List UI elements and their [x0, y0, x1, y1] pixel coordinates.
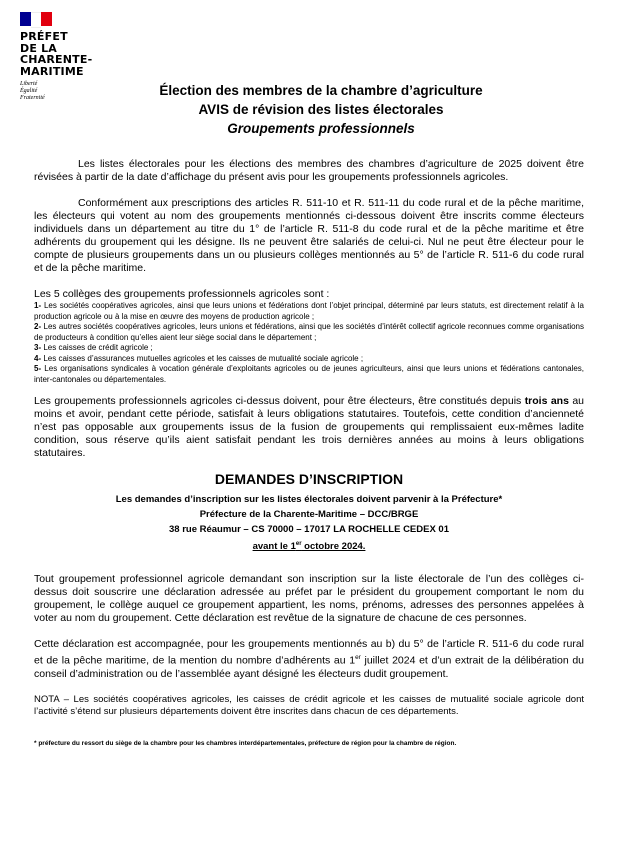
- demandes-block: [34, 492, 584, 554]
- prefet-title: PRÉFET DE LA CHARENTE- MARITIME: [20, 30, 93, 78]
- deadline: avant le 1er octobre 2024.: [252, 541, 366, 553]
- colleges-intro: Les 5 collèges des groupements professionnels agricoles sont :: [34, 288, 330, 300]
- college-item: 3- Les caisses de crédit agricole ;: [34, 343, 153, 352]
- college-item: 1- Les sociétés coopératives agricoles, ainsi que leurs unions et fédérations dont l’objet principal, déterminé par leurs statuts, est directement relatif à la production agricole ou à la mise en œuvre des moyens de production agricole ;: [34, 301, 584, 321]
- republic-motto: Liberté Égalité Fraternité: [20, 81, 45, 101]
- demandes-heading: DEMANDES D’INSCRIPTION: [214, 471, 404, 487]
- french-flag-icon: [20, 12, 52, 26]
- nota: NOTA – Les sociétés coopératives agricoles, les caisses de crédit agricole et les caisses de mutualité sociale agricole dont l’activité s’étend sur plusieurs départements doivent être inscrites dans chacun de ces départements.: [34, 693, 584, 717]
- paragraph-accompaniment: Cette déclaration est accompagnée, pour les groupements mentionnés au b) du 5° de l’article R. 511-6 du code rural et de la pêche maritime, de la mention du nombre d’adhérents au 1er juillet 2024 et d’un extrait de la délibération du conseil d’administration ou de l’assemblée ayant désigné les électeurs dudit groupement.: [34, 638, 584, 680]
- colleges-list: [34, 301, 584, 385]
- title-line-3: Groupements professionnels: [227, 121, 415, 136]
- document-body: [34, 158, 584, 754]
- title-line-2: AVIS de révision des listes électorales: [198, 102, 444, 117]
- paragraph-declaration: Tout groupement professionnel agricole demandant son inscription sur la liste électorale de l’un des collèges ci-dessus doit souscrire une déclaration adressée au préfet par le président du groupement comportant le nom du groupement, le collège auquel ce groupement appartient, les noms, prénoms, adresses des personnes appelées à voter au nom du groupement. Cette déclaration est revêtue de la signature de chacune de ces personnes.: [34, 573, 584, 625]
- paragraph-conditions: Les groupements professionnels agricoles ci-dessus doivent, pour être électeurs, être constitués depuis trois ans au moins et avoir, pendant cette période, satisfait à leurs obligations statutaires. Toutefois, cette condition d’ancienneté n’est pas opposable aux groupements issus de la fusion de groupements qui remplissaient eux-mêmes ladite condition, sous réserve qu’ils aient satisfait pendant les trois dernières années au moins à leurs obligations statutaires.: [34, 395, 585, 459]
- demandes-instruction: Les demandes d’inscription sur les listes électorales doivent parvenir à la Préfecture*: [115, 494, 503, 505]
- college-item: 5- Les organisations syndicales à vocation générale d’exploitants agricoles ou de jeunes agriculteurs, ainsi que leurs unions et fédérations cantonales, inter-cantonales ou départementales.: [34, 364, 584, 384]
- college-item: 2- Les autres sociétés coopératives agricoles, leurs unions et fédérations, ainsi que les sociétés d’intérêt collectif agricole reconnues comme organisations de producteurs à condition qu’elles aient leur siège social dans le département ;: [34, 322, 584, 342]
- footnote: * préfecture du ressort du siège de la chambre pour les chambres interdépartementales, préfecture de région pour la chambre de région.: [34, 739, 457, 747]
- document-title: [0, 81, 618, 138]
- title-line-1: Élection des membres de la chambre d’agriculture: [159, 83, 483, 98]
- prefecture-address: 38 rue Réaumur – CS 70000 – 17017 LA ROCHELLE CEDEX 01: [168, 524, 450, 535]
- prefecture-service: Préfecture de la Charente-Maritime – DCC/BRGE: [199, 509, 419, 520]
- paragraph-prescriptions: Conformément aux prescriptions des articles R. 511-10 et R. 511-11 du code rural et de la pêche maritime, les électeurs qui votent au nom des groupements mentionnés ci-dessous doivent être inscrits comme électeurs individuels dans un département au titre du 1° de l’article R. 511-8 du code rural et de la pêche maritime et être adhérents du groupement qui les désigne. Ils ne peuvent être salariés de celui-ci. Nul ne peut être électeur pour le compte de plusieurs groupements dans un ou plusieurs collèges mentionnés au 5° de l’article R. 511-6 du code rural et de la pêche maritime.: [34, 197, 584, 274]
- paragraph-intro: Les listes électorales pour les élections des membres des chambres d’agriculture de 2025 doivent être révisées à partir de la date d’affichage du présent avis pour les groupements professionnels agricoles.: [34, 158, 584, 183]
- college-item: 4- Les caisses d’assurances mutuelles agricoles et les caisses de mutualité sociale agricole ;: [34, 353, 364, 363]
